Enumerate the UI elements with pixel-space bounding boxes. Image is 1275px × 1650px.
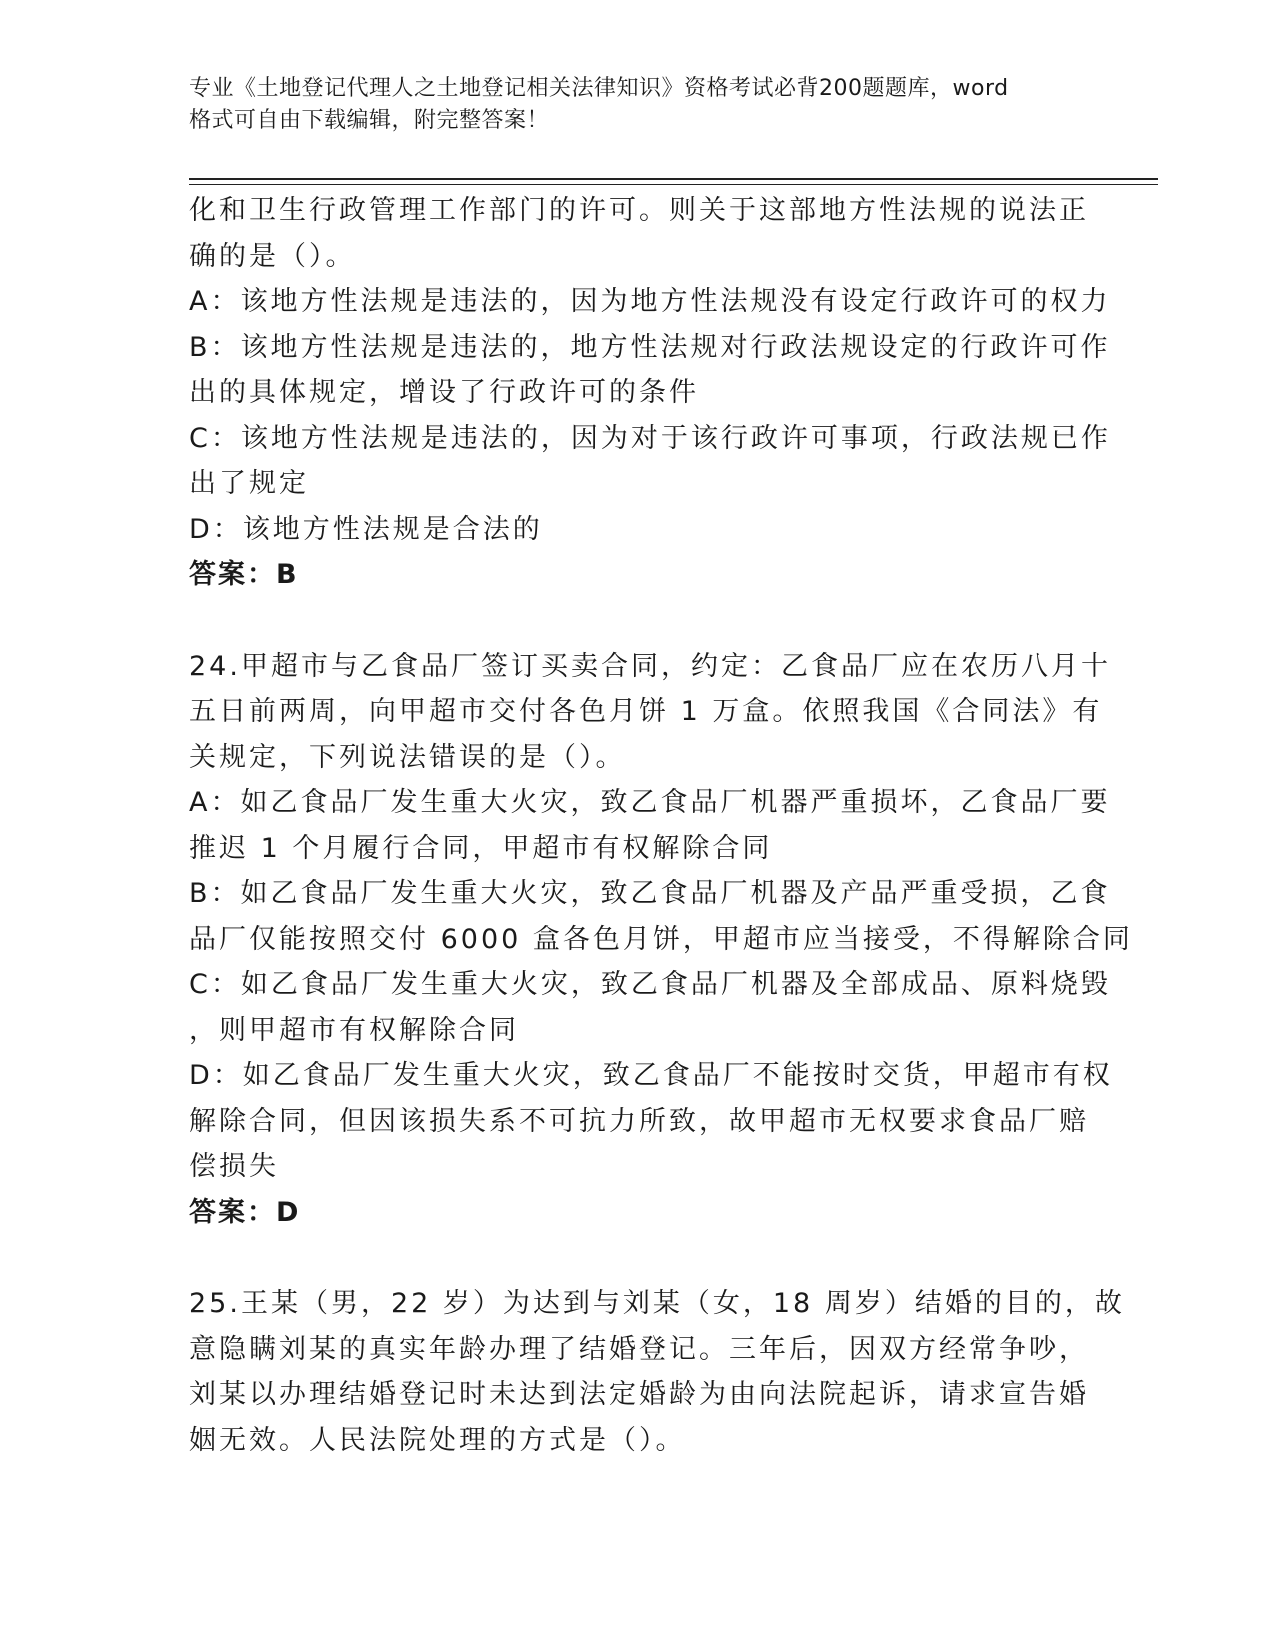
question-stem-line: 关规定，下列说法错误的是（）。	[189, 741, 626, 773]
document-body	[189, 188, 1133, 1463]
answer-label: 答案：D	[189, 1196, 301, 1228]
option-b: B：如乙食品厂发生重大火灾，致乙食品厂机器及产品严重受损，乙食	[189, 878, 1111, 909]
option-c: C：如乙食品厂发生重大火灾，致乙食品厂机器及全部成品、原料烧毁	[189, 969, 1111, 1000]
question-stem-line: 确的是（）。	[189, 240, 356, 272]
question-23	[189, 188, 1111, 598]
option-b: B：该地方性法规是违法的，地方性法规对行政法规设定的行政许可作	[189, 331, 1111, 363]
question-stem-line: 25.王某（男，22 岁）为达到与刘某（女，18 周岁）结婚的目的，故	[189, 1288, 1125, 1319]
document-header	[189, 73, 1089, 137]
question-stem-line: 意隐瞒刘某的真实年龄办理了结婚登记。三年后，因双方经常争吵，	[189, 1333, 1089, 1365]
header-divider-thin	[189, 184, 1158, 185]
question-24	[189, 644, 1133, 1236]
header-title-line-2: 格式可自由下载编辑，附完整答案！	[189, 108, 550, 133]
option-b-continued: 品厂仅能按照交付 6000 盒各色月饼，甲超市应当接受，不得解除合同	[189, 923, 1133, 955]
option-d: D：如乙食品厂发生重大火灾，致乙食品厂不能按时交货，甲超市有权	[189, 1060, 1113, 1091]
question-stem-line: 刘某以办理结婚登记时未达到法定婚龄为由向法院起诉，请求宣告婚	[189, 1379, 1089, 1410]
option-c: C：该地方性法规是违法的，因为对于该行政许可事项，行政法规已作	[189, 422, 1111, 454]
option-b-continued: 出的具体规定，增设了行政许可的条件	[189, 377, 699, 408]
option-a: A：该地方性法规是违法的，因为地方性法规没有设定行政许可的权力	[189, 286, 1111, 317]
option-c-continued: 出了规定	[189, 468, 309, 499]
question-stem-line: 24.甲超市与乙食品厂签订买卖合同，约定：乙食品厂应在农历八月十	[189, 650, 1111, 682]
option-d: D：该地方性法规是合法的	[189, 513, 543, 545]
option-d-continued: 解除合同，但因该损失系不可抗力所致，故甲超市无权要求食品厂赔	[189, 1105, 1089, 1137]
option-d-continued: 偿损失	[189, 1151, 279, 1182]
header-divider-thick	[189, 178, 1158, 180]
answer-label: 答案：B	[189, 559, 299, 590]
option-a-continued: 推迟 1 个月履行合同，甲超市有权解除合同	[189, 832, 773, 864]
question-stem-line: 五日前两周，向甲超市交付各色月饼 1 万盒。依照我国《合同法》有	[189, 696, 1103, 727]
header-title-line-1: 专业《土地登记代理人之土地登记相关法律知识》资格考试必背200题题库，word	[189, 76, 1009, 101]
question-stem-line: 化和卫生行政管理工作部门的许可。则关于这部地方性法规的说法正	[189, 195, 1089, 226]
option-c-continued: ，则甲超市有权解除合同	[189, 1014, 519, 1046]
option-a: A：如乙食品厂发生重大火灾，致乙食品厂机器严重损坏，乙食品厂要	[189, 787, 1111, 818]
question-stem-line: 姻无效。人民法院处理的方式是（）。	[189, 1424, 686, 1456]
question-25	[189, 1281, 1125, 1463]
